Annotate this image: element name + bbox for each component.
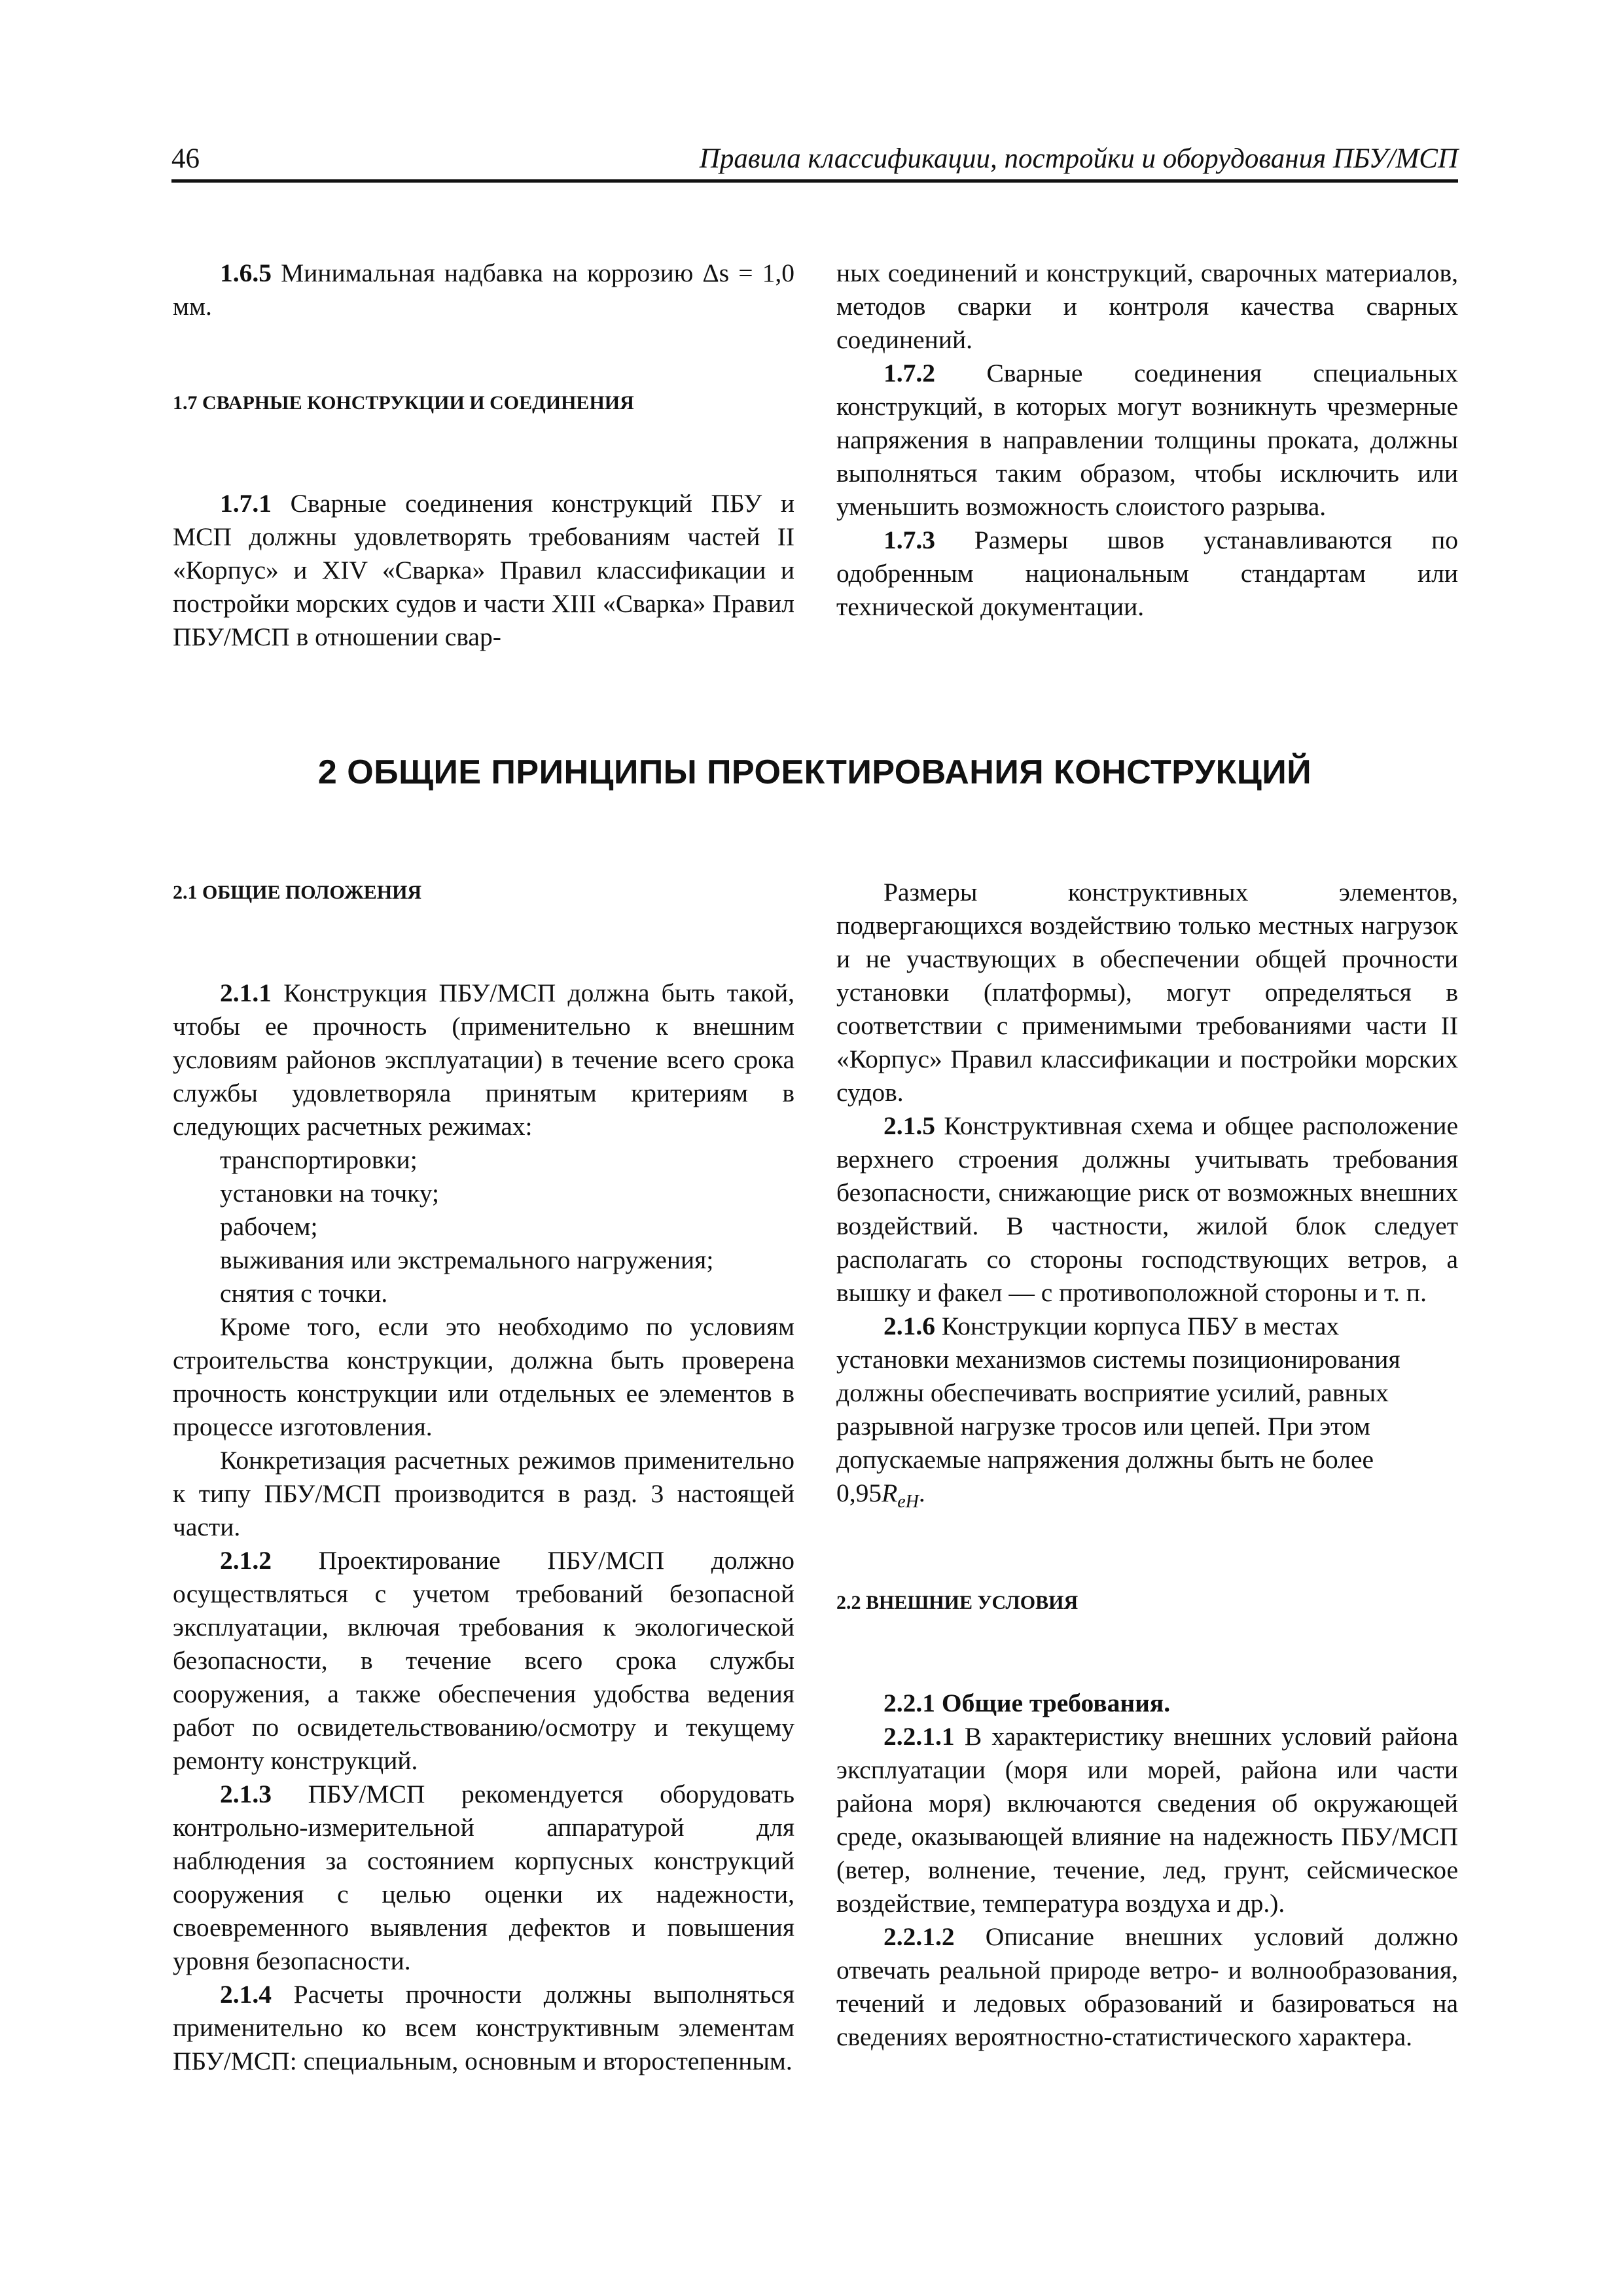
- stress-subscript: eH: [897, 1491, 919, 1512]
- top-left-column: [173, 257, 794, 654]
- stress-symbol: R: [882, 1479, 898, 1507]
- paragraph-besides: Кроме того, если это необходимо по условиям строительства конструкции, должна быть проверена прочность конструкции или отдельных ее элементов в процессе изготовления.: [173, 1312, 794, 1441]
- list-item: установки на точку;: [220, 1179, 440, 1208]
- list-item: выживания или экстремального нагружения;: [220, 1246, 714, 1274]
- section-heading-2-2: 2.2 ВНЕШНИЕ УСЛОВИЯ: [836, 1591, 1079, 1613]
- paragraph-1-6-5: 1.6.5 Минимальная надбавка на коррозию Δs = 1,0 мм.: [173, 259, 794, 321]
- subsection-heading-2-2-1: 2.2.1 Общие требования.: [883, 1688, 1171, 1717]
- bottom-right-column: [836, 876, 1458, 2054]
- paragraph-2-1-6: 2.1.6 Конструкции корпуса ПБУ в местах установки механизмов системы позиционирования должны обеспечивать восприятие усилий, равных разрывной нагрузке тросов или цепей. При этом допускаемые напряжения должны быть не более $0,95R_{eH}$.: [836, 1312, 1400, 1512]
- paragraph-2-1-3: 2.1.3 ПБУ/МСП рекомендуется оборудовать контрольно-измерительной аппаратурой для наблюдения за состоянием корпусных конструкций сооружения с целью оценки их надежности, своевременного выявления дефектов и повышения уровня безопасности.: [173, 1780, 794, 1975]
- paragraph-2-1-2: 2.1.2 Проектирование ПБУ/МСП должно осуществляться с учетом требований безопасной эксплуатации, включая требования к экологической безопасности, в течение всего срока службы сооружения, а также обеспечения удобства ведения работ по освидетельствованию/осмотру и текущему ремонту конструкций.: [173, 1546, 794, 1775]
- list-item: рабочем;: [220, 1212, 318, 1241]
- paragraph-element-sizes: Размеры конструктивных элементов, подвергающихся воздействию только местных нагрузок и не участвующих в обеспечении общей прочности установки (платформы), могут определяться в соответствии с применимыми требованиями части II «Корпус» Правил классификации и постройки морских судов.: [836, 878, 1458, 1107]
- paragraph-2-1-4: 2.1.4 Расчеты прочности должны выполняться применительно ко всем конструктивным элементам ПБУ/МСП: специальным, основным и второстепенным.: [173, 1980, 794, 2075]
- section-heading-2-1: 2.1 ОБЩИЕ ПОЛОЖЕНИЯ: [173, 882, 422, 903]
- bottom-left-column: [173, 876, 794, 2078]
- paragraph-2-2-1-2: 2.2.1.2 Описание внешних условий должно отвечать реальной природе ветро- и волнообразования, течений и ледовых образований и базироваться на сведениях вероятностно-статистического характера.: [836, 1922, 1458, 2051]
- running-title: Правила классификации, постройки и оборудования ПБУ/МСП: [699, 143, 1458, 174]
- paragraph-1-7-1-continued: ных соединений и конструкций, сварочных материалов, методов сварки и контроля качества сварных соединений.: [836, 259, 1458, 354]
- page-header: [171, 139, 1458, 183]
- paragraph-2-1-5: 2.1.5 Конструктивная схема и общее расположение верхнего строения должны учитывать требования безопасности, снижающие риск от возможных внешних воздействий. В частности, жилой блок следует располагать со стороны господствующих ветров, а вышку и факел — с противоположной стороны и т. п.: [836, 1111, 1458, 1307]
- list-item: снятия с точки.: [220, 1279, 388, 1308]
- paragraph-2-2-1-1: 2.2.1.1 В характеристику внешних условий района эксплуатации (моря или морей, района или части района моря) включаются сведения об окружающей среде, оказывающей влияние на надежность ПБУ/МСП (ветер, волнение, течение, лед, грунт, сейсмическое воздействие, температура воздуха и др.).: [836, 1721, 1458, 1918]
- paragraph-1-7-3: 1.7.3 Размеры швов устанавливаются по одобренным национальным стандартам или технической документации.: [836, 526, 1458, 621]
- section-heading-1-7: 1.7 СВАРНЫЕ КОНСТРУКЦИИ И СОЕДИНЕНИЯ: [173, 392, 634, 414]
- page-number: 46: [171, 143, 200, 174]
- paragraph-2-1-1: 2.1.1 Конструкция ПБУ/МСП должна быть такой, чтобы ее прочность (применительно к внешним условиям районов эксплуатации) в течение всего срока службы удовлетворяла принятым критериям в следующих расчетных режимах:: [173, 978, 794, 1141]
- top-right-column: [836, 257, 1458, 624]
- paragraph-1-7-2: 1.7.2 Сварные соединения специальных конструкций, в которых могут возникнуть чрезмерные напряжения в направлении толщины проката, должны выполняться таким образом, чтобы исключить или уменьшить возможность слоистого разрыва.: [836, 359, 1458, 521]
- paragraph-concretization: Конкретизация расчетных режимов применительно к типу ПБУ/МСП производится в разд. 3 настоящей части.: [173, 1446, 794, 1541]
- paragraph-1-7-1: 1.7.1 Сварные соединения конструкций ПБУ и МСП должны удовлетворять требованиям частей II «Корпус» и XIV «Сварка» Правил классификации и постройки морских судов и части XIII «Сварка» Правил ПБУ/МСП в отношении свар-: [173, 489, 794, 651]
- chapter-title: 2 ОБЩИЕ ПРИНЦИПЫ ПРОЕКТИРОВАНИЯ КОНСТРУКЦИЙ: [317, 753, 1312, 791]
- list-item: транспортировки;: [220, 1145, 418, 1174]
